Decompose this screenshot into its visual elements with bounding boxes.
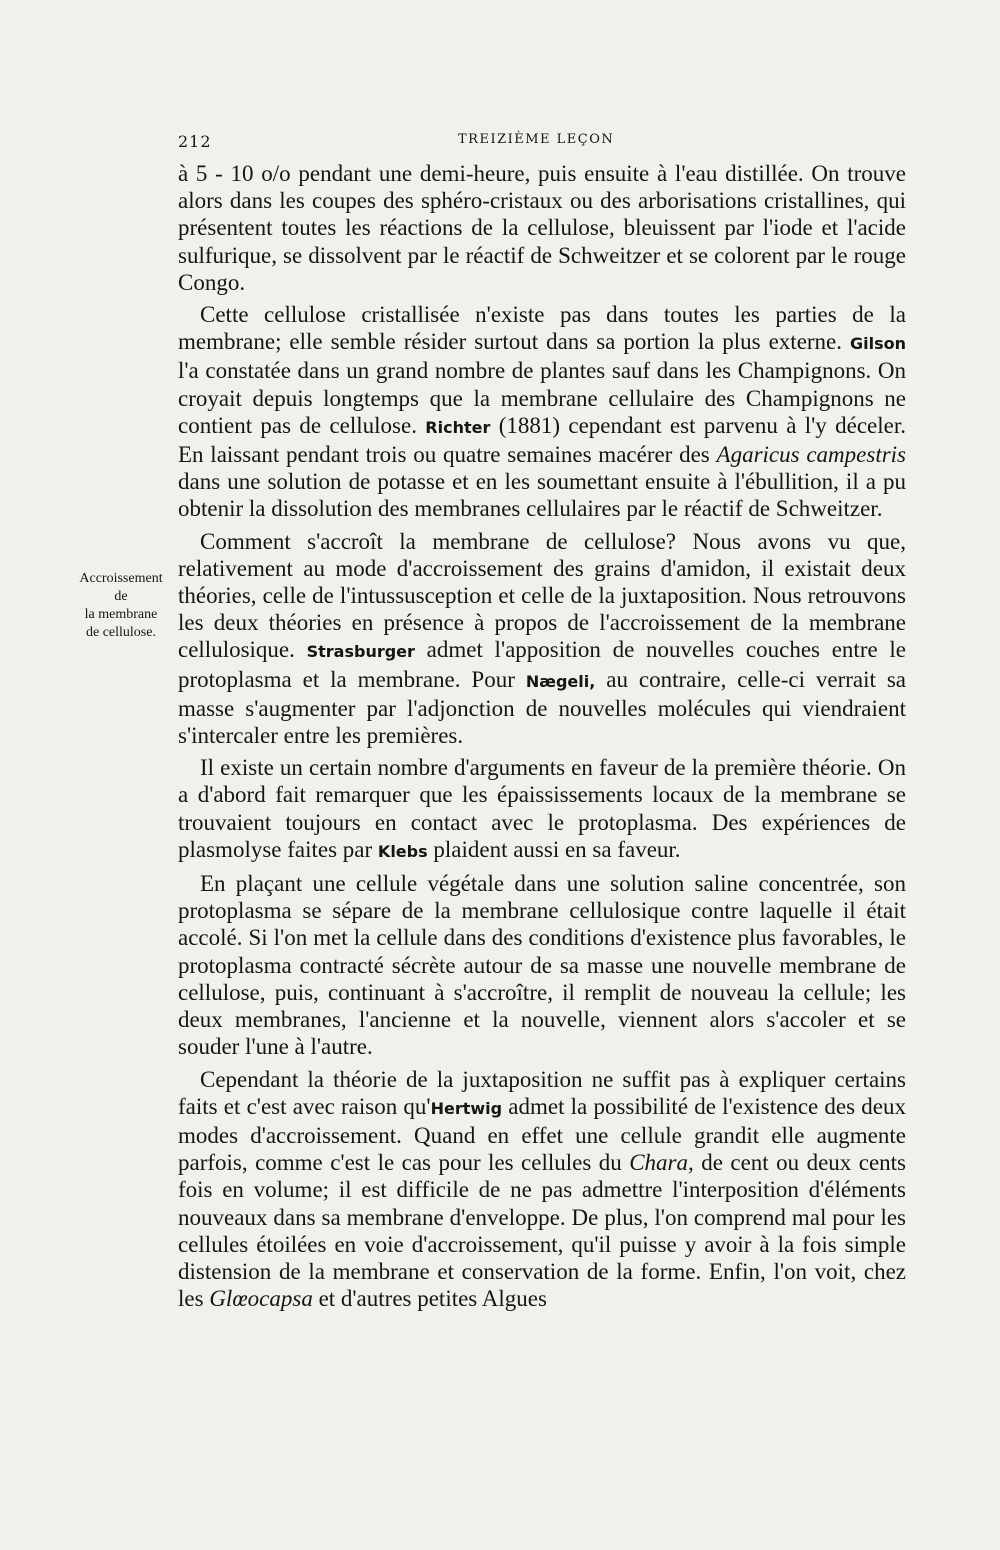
paragraph-6 [178, 1066, 906, 1313]
paragraph-text: Cependant la théorie de la juxtaposition ne suffit pas à expliquer certains faits et c'est avec raison qu' [178, 1066, 906, 1119]
paragraph-text: Il existe un certain nombre d'arguments en faveur de la première théorie. On a d'abord fait remarquer que les épaississements locaux de la membrane se trouvaient toujours en contact avec le protoplasma. Des expériences de plasmolyse faites par [178, 755, 906, 862]
paragraph-4 [178, 754, 906, 865]
paragraph-text: à 5 - 10 o/o pendant une demi-heure, puis ensuite à l'eau distillée. On trouve alors dans les coupes des sphéro-cristaux ou des arborisations cristallines, qui présentent toutes les réactions de la cellulose, bleuissent par l'iode et l'acide sulfurique, se dissolvent par le réactif de Schweitzer et se colorent par le rouge Congo. [178, 161, 906, 295]
paragraph-5 [178, 870, 906, 1060]
paragraph-text: plaident aussi en sa faveur. [427, 836, 681, 862]
species-name: Glœocapsa [209, 1286, 313, 1312]
species-name: Agaricus campestris [716, 442, 906, 468]
species-name: Chara, [629, 1150, 694, 1176]
paragraph-text: Comment s'accroît la membrane de cellulose? Nous avons vu que, relativement au mode d'accroissement des grains d'amidon, il existait deux théories, celle de l'intussusception et celle de la juxtaposition. Nous retrouvons les deux théories en présence à propos de l'accroissement de la membrane cellulosique. [178, 528, 906, 663]
author-name: Gilson [849, 334, 906, 354]
paragraph-text: et d'autres petites Algues [312, 1286, 547, 1312]
author-name: Nægeli, [525, 671, 596, 691]
marginal-note [62, 570, 180, 642]
paragraph-text: admet l'apposition de nouvelles couches entre le protoplasma et la membrane. Pour [178, 637, 906, 692]
author-name: Hertwig [430, 1098, 503, 1118]
paragraph-text: admet la possibilité de l'existence des deux modes d'accroissement. Quand en effet une cellule grandit elle augmente parfois, comme c'est le cas pour les cellules du [178, 1093, 906, 1176]
marginal-note-line: Accroissement [79, 571, 163, 586]
author-name: Klebs [377, 841, 428, 861]
paragraph-text: l'a constatée dans un grand nombre de plantes sauf dans les Champignons. On croyait depuis longtemps que la membrane cellulaire des Champignons ne contient pas de cellulose. [178, 358, 906, 438]
paragraph-text: En plaçant une cellule végétale dans une solution saline concentrée, son protoplasma se sépare de la membrane cellulosique contre laquelle il était accolé. Si l'on met la cellule dans des conditions d'existence plus favorables, le protoplasma contracté sécrète autour de sa masse une nouvelle membrane de cellulose, puis, continuant à s'accroître, il remplit de nouveau la cellule; les deux membranes, l'ancienne et la nouvelle, viennent alors s'accoler et se souder l'une à l'autre. [178, 871, 906, 1060]
running-title: TREIZIÈME LEÇON [458, 132, 615, 147]
paragraph-text: au contraire, celle-ci verrait sa masse s'augmenter par l'adjonction de nouvelles molécules qui viendraient s'intercaler entre les premières. [178, 666, 906, 749]
marginal-note-line: la membrane [84, 607, 158, 622]
paragraph-3 [178, 528, 906, 750]
paragraph-2 [178, 301, 906, 523]
body-text [178, 160, 906, 1312]
marginal-note-line: de cellulose. [86, 625, 156, 640]
paragraph-1 [178, 160, 906, 296]
paragraph-text: de cent ou deux cents fois en volume; il est difficile de ne pas admettre l'interposition d'éléments nouveaux dans sa membrane d'enveloppe. De plus, l'on comprend mal pour les cellules étoilées en voie d'accroissement, qu'il puisse y avoir à la fois simple distension de la membrane et conservation de la forme. Enfin, l'on voit, chez les [178, 1150, 907, 1312]
paragraph-text: (1881) cependant est parvenu à l'y déceler. En laissant pendant trois ou quatre semaines macérer des [178, 412, 906, 468]
page-number: 212 [178, 132, 212, 151]
paragraph-text: Cette cellulose cristallisée n'existe pas dans toutes les parties de la membrane; elle semble résider surtout dans sa portion la plus externe. [178, 302, 906, 355]
marginal-note-line: de [114, 589, 128, 604]
paragraph-text: dans une solution de potasse et en les soumettant ensuite à l'ébullition, il a pu obtenir la dissolution des membranes cellulaires par le réactif de Schweitzer. [178, 469, 906, 522]
author-name: Strasburger [306, 642, 415, 662]
author-name: Richter [425, 417, 491, 437]
page-header [178, 132, 904, 154]
